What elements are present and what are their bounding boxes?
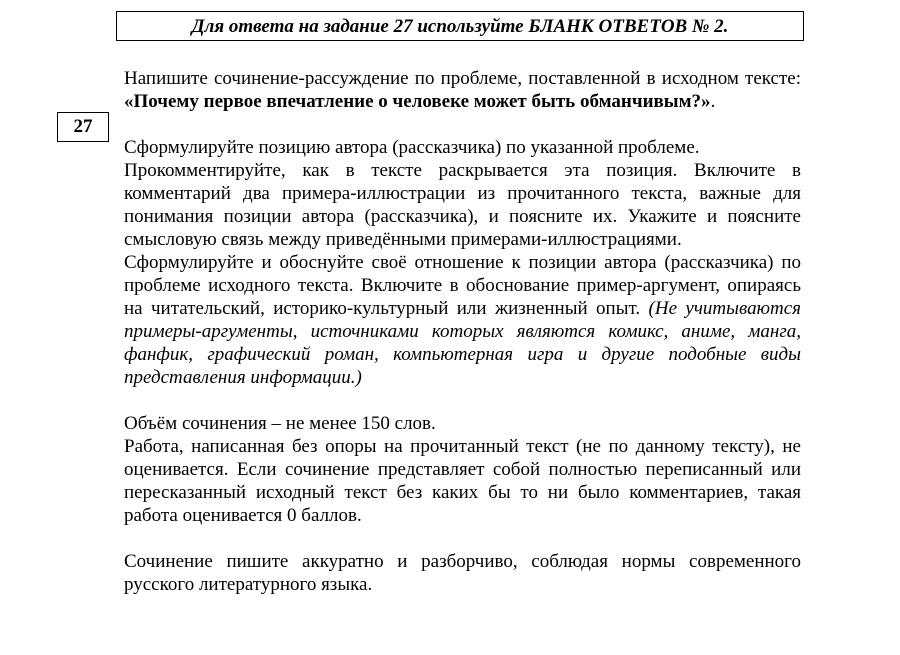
spacer: [124, 113, 801, 136]
instruction-position: Сформулируйте позицию автора (рассказчика) по указанной проблеме.: [124, 137, 700, 158]
closing-instruction: Сочинение пишите аккуратно и разборчиво, соблюдая нормы современного русского литературного языка.: [124, 551, 801, 595]
instruction-comment: Прокомментируйте, как в тексте раскрывается эта позиция. Включите в комментарий два примера-иллюстрации из прочитанного текста, важные для понимания позиции автора (рассказчика), и поясните их. Укажите и поясните смысловую связь между приведёнными примерами-иллюстрациями.: [124, 160, 801, 250]
intro-text: Напишите сочинение-рассуждение по проблеме, поставленной в исходном тексте:: [124, 68, 801, 89]
instruction-attitude-text: Сформулируйте и обоснуйте своё отношение к позиции автора (рассказчика) по проблеме исходного текста. Включите в обоснование пример-аргумент, опираясь на читательский, историко-культурный или жизненный опыт.: [124, 252, 801, 319]
spacer: [124, 389, 801, 412]
instruction-attitude-note: (Не учитываются примеры-аргументы, источниками которых являются комикс, аниме, манга, фанфик, графический роман, компьютерная игра и другие подобные виды представления информации.): [124, 298, 801, 388]
spacer: [124, 527, 801, 550]
task-intro: [124, 67, 801, 113]
problem-statement: «Почему первое впечатление о человеке может быть обманчивым?»: [124, 91, 711, 112]
requirement-grading: Работа, написанная без опоры на прочитанный текст (не по данному тексту), не оценивается. Если сочинение представляет собой полностью переписанный или пересказанный исходный текст без каких бы то ни было комментариев, такая работа оценивается 0 баллов.: [124, 436, 801, 526]
task-number-box: 27: [57, 112, 109, 142]
answer-form-header: Для ответа на задание 27 используйте БЛАНК ОТВЕТОВ № 2.: [116, 11, 804, 41]
instruction-attitude: [124, 251, 801, 389]
task-content: [124, 67, 801, 596]
intro-end: .: [710, 91, 716, 112]
requirement-volume: Объём сочинения – не менее 150 слов.: [124, 413, 436, 434]
